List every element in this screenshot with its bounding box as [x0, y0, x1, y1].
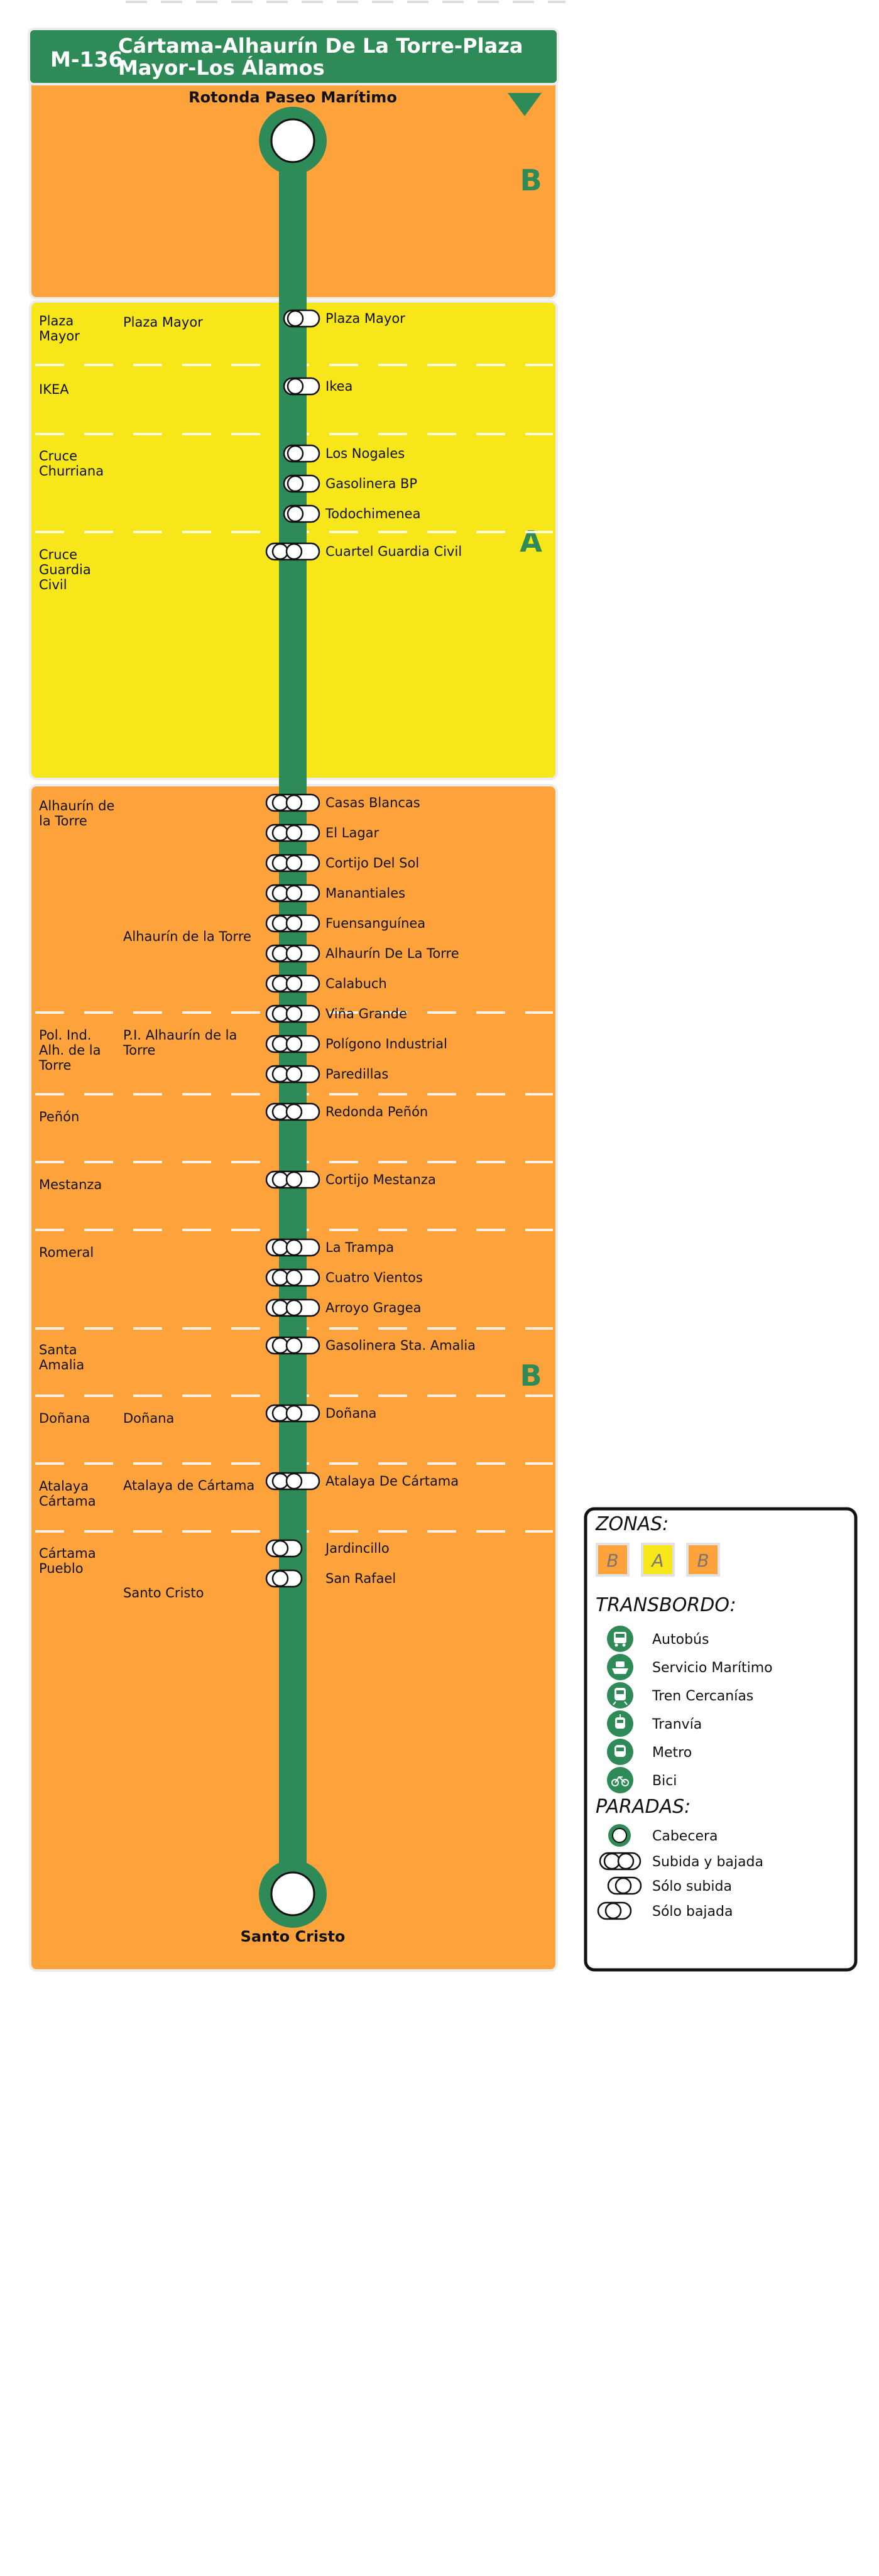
stop-label: Viña Grande [325, 1006, 407, 1021]
stop-marker [266, 1066, 319, 1082]
legend-box [586, 1509, 856, 1970]
stop-label: Manantiales [325, 886, 406, 901]
stop-label: Doñana [325, 1406, 377, 1421]
stop-marker [266, 1570, 302, 1587]
route-name-line1: Cártama-Alhaurín De La Torre-Plaza [118, 34, 523, 58]
bus-icon [607, 1626, 633, 1652]
stop-label: Polígono Industrial [325, 1036, 447, 1052]
terminal-start-label: Rotonda Paseo Marítimo [188, 89, 397, 106]
stop-marker [266, 1337, 319, 1354]
legend-stop-label: Subida y bajada [652, 1854, 763, 1870]
stop-label: Cortijo Mestanza [325, 1172, 436, 1187]
legend-transfer-label: Servicio Marítimo [652, 1660, 773, 1676]
zone-letter-b-top: B [520, 163, 542, 197]
municipality-label: IKEA [39, 382, 69, 397]
legend-transfer-label: Metro [652, 1745, 692, 1761]
stop-label: Cortijo Del Sol [325, 856, 420, 871]
stop-label: Fuensanguínea [325, 916, 426, 931]
stop-label: Cuartel Guardia Civil [325, 544, 462, 559]
legend-stop-label: Sólo bajada [652, 1904, 733, 1920]
legend-stop-subida-icon [608, 1878, 641, 1894]
terminal-end-label: Santo Cristo [240, 1928, 346, 1945]
terminal-start [259, 107, 327, 175]
area-label: Alhaurín de la Torre [123, 929, 251, 944]
stop-label: Cuatro Vientos [325, 1270, 423, 1285]
legend-stop-label: Cabecera [652, 1829, 718, 1844]
stop-marker [266, 1171, 319, 1188]
stop-marker [266, 885, 319, 901]
legend-stop-bajada-icon [598, 1903, 631, 1919]
stop-marker [266, 1473, 319, 1489]
metro-icon [607, 1739, 633, 1765]
stop-marker [266, 945, 319, 962]
municipality-label: Santa Amalia [39, 1342, 85, 1372]
municipality-label: Alhaurín de la Torre [39, 798, 115, 829]
municipality-label: Mestanza [39, 1177, 102, 1192]
legend-zone-a [642, 1544, 674, 1575]
legend-transfer-label: Tranvía [652, 1717, 702, 1732]
svg-text:B: B [606, 1550, 619, 1571]
train-icon [607, 1682, 633, 1709]
stop-label: Todochimenea [325, 506, 421, 521]
stop-marker [266, 795, 319, 811]
legend-zonas-title: ZONAS: [596, 1513, 669, 1535]
stop-marker [266, 976, 319, 992]
stop-marker [266, 1269, 319, 1286]
legend-transfer-label: Tren Cercanías [652, 1688, 754, 1704]
stop-marker [266, 1405, 319, 1421]
svg-text:B: B [697, 1550, 709, 1571]
municipality-label: Doñana [39, 1411, 90, 1426]
municipality-label: Peñón [39, 1109, 80, 1124]
legend-transbordo-title: TRANSBORDO: [596, 1594, 736, 1616]
legend-paradas-title: PARADAS: [596, 1796, 691, 1818]
stop-marker [284, 310, 319, 327]
stop-marker [266, 1006, 319, 1022]
stop-label: Ikea [325, 379, 353, 394]
municipality-label: Cártama Pueblo [39, 1546, 96, 1576]
stop-marker [266, 825, 319, 841]
municipality-label: Pol. Ind. Alh. de la Torre [39, 1028, 101, 1073]
area-label: Santo Cristo [123, 1585, 204, 1600]
stop-label: Atalaya De Cártama [325, 1474, 459, 1489]
route-name-line2: Mayor-Los Álamos [118, 56, 325, 80]
stop-marker [266, 915, 319, 932]
route-header [29, 29, 558, 84]
stop-marker [284, 378, 319, 394]
stop-marker [284, 506, 319, 522]
stop-label: Arroyo Gragea [325, 1300, 422, 1315]
stop-label: Plaza Mayor [325, 311, 405, 326]
tram-icon [607, 1710, 633, 1737]
svg-text:A: A [652, 1550, 664, 1571]
ferry-icon [607, 1654, 633, 1680]
stop-label: Alhaurín De La Torre [325, 946, 459, 961]
legend [586, 1509, 856, 1970]
area-label: Atalaya de Cártama [123, 1478, 255, 1493]
legend-transfer-label: Autobús [652, 1632, 709, 1648]
stop-marker [266, 543, 319, 560]
legend-stop-label: Sólo subida [652, 1879, 732, 1894]
legend-transfer-label: Bici [652, 1773, 677, 1789]
stop-marker [266, 1104, 319, 1120]
stop-marker [284, 476, 319, 492]
stop-label: La Trampa [325, 1240, 395, 1255]
bike-icon [607, 1767, 633, 1793]
municipality-label: Cruce Churriana [39, 448, 104, 479]
stop-label: El Lagar [325, 825, 379, 840]
stop-marker [266, 855, 319, 871]
area-label: P.I. Alhaurín de la Torre [123, 1028, 237, 1058]
stop-label: Los Nogales [325, 446, 405, 461]
stop-marker [266, 1300, 319, 1316]
legend-stop-subida-bajada-icon [600, 1853, 640, 1869]
municipality-label: Plaza Mayor [39, 313, 80, 344]
stop-marker [284, 445, 319, 462]
stop-label: San Rafael [325, 1571, 396, 1586]
municipality-label: Romeral [39, 1245, 94, 1260]
stop-label: Paredillas [325, 1067, 389, 1082]
stop-label: Gasolinera Sta. Amalia [325, 1338, 476, 1353]
zone-letter-b-bottom: B [520, 1359, 542, 1393]
route-code: M-136 [50, 47, 123, 72]
legend-zone-b1 [597, 1544, 628, 1575]
municipality-label: Cruce Guardia Civil [39, 547, 91, 592]
stop-label: Jardincillo [325, 1541, 390, 1556]
stop-marker [266, 1239, 319, 1256]
stop-label: Calabuch [325, 976, 387, 991]
municipality-label: Atalaya Cártama [39, 1479, 96, 1509]
zone-letter-a: A [520, 524, 542, 558]
area-label: Plaza Mayor [123, 315, 203, 330]
terminal-end [259, 1860, 327, 1928]
stop-label: Redonda Peñón [325, 1104, 429, 1119]
legend-stop-cabecera-icon [608, 1824, 631, 1847]
stop-label: Casas Blancas [325, 795, 420, 810]
area-label: Doñana [123, 1411, 175, 1426]
stop-marker [266, 1036, 319, 1052]
stop-label: Gasolinera BP [325, 476, 418, 491]
stop-marker [266, 1540, 302, 1557]
legend-zone-b2 [687, 1544, 719, 1575]
